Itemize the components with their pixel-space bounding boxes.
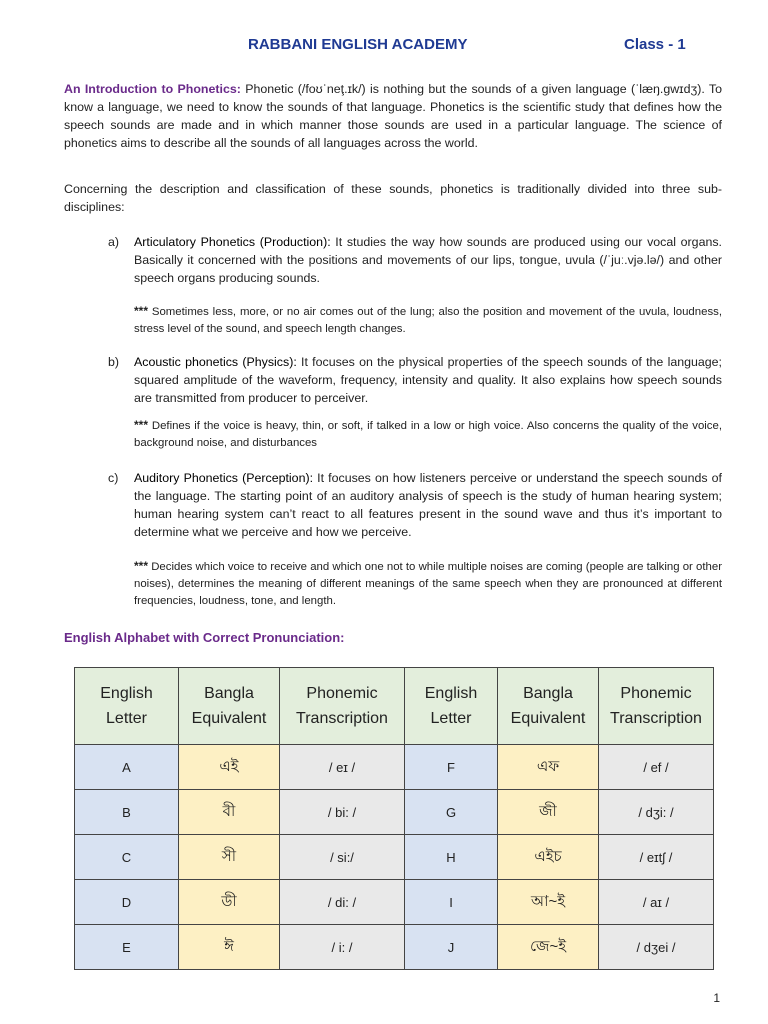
table-row xyxy=(75,925,714,970)
english-letter-cell: G xyxy=(405,790,498,835)
concerning-paragraph: Concerning the description and classification of these sounds, phonetics is traditionally divided into three sub-disciplines: xyxy=(64,182,722,214)
bangla-equivalent-cell: ঈ xyxy=(179,925,280,970)
note-auditory xyxy=(134,558,722,610)
header-bangla-equivalent: Bangla Equivalent xyxy=(179,668,280,745)
english-letter-cell: F xyxy=(405,745,498,790)
intro-title: An Introduction to Phonetics: xyxy=(64,82,241,96)
phonemic-cell: / bi: / xyxy=(280,790,405,835)
header-english-letter: English Letter xyxy=(405,668,498,745)
phonemic-cell: / di: / xyxy=(280,880,405,925)
english-letter-cell: H xyxy=(405,835,498,880)
note-articulatory xyxy=(134,303,722,338)
alphabet-table xyxy=(74,667,714,970)
bangla-equivalent-cell: এফ xyxy=(498,745,599,790)
phonemic-cell: / dʒei / xyxy=(599,925,714,970)
header-english-letter: English Letter xyxy=(75,668,179,745)
list-item-acoustic xyxy=(108,353,722,407)
intro-paragraph xyxy=(64,80,722,152)
phonemic-cell: / aɪ / xyxy=(599,880,714,925)
english-letter-cell: E xyxy=(75,925,179,970)
intro-text: Phonetic (/foʊˈneţ.ɪk/) is nothing but the sounds of a given language (ˈlæŋ.gwɪdʒ). To know a language, we need to know the sounds of that language. Phonetics is the scientific study that defines how the speech sounds are made and in which manner those sounds are used in a particular language. The science of phonetics aims to describe all the sounds of all languages across the world. xyxy=(64,82,723,150)
alphabet-section-title: English Alphabet with Correct Pronunciation: xyxy=(64,630,345,645)
bangla-equivalent-cell: সী xyxy=(179,835,280,880)
note-text: Sometimes less, more, or no air comes out of the lung; also the position and movement of the uvula, loudness, stress level of the sound, and speech length changes. xyxy=(134,306,722,335)
english-letter-cell: B xyxy=(75,790,179,835)
header-bangla-equivalent: Bangla Equivalent xyxy=(498,668,599,745)
table-row xyxy=(75,835,714,880)
phonemic-cell: / dʒi: / xyxy=(599,790,714,835)
note-text: Decides which voice to receive and which one not to while multiple noises are coming (people are talking or other noises), determines the meaning of different meanings of the same speech when they are pronounced at different frequencies, loudness, tone, and length. xyxy=(134,561,722,607)
item-marker: c) xyxy=(108,471,119,485)
bangla-equivalent-cell: জী xyxy=(498,790,599,835)
phonemic-cell: / i: / xyxy=(280,925,405,970)
page-number: 1 xyxy=(713,991,720,1005)
note-stars: *** xyxy=(134,559,149,573)
bangla-equivalent-cell: এইচ xyxy=(498,835,599,880)
bangla-equivalent-cell: জে~ই xyxy=(498,925,599,970)
english-letter-cell: D xyxy=(75,880,179,925)
list-item-auditory xyxy=(108,469,722,541)
phonemic-cell: / si:/ xyxy=(280,835,405,880)
class-label: Class - 1 xyxy=(624,36,686,53)
note-stars: *** xyxy=(134,304,149,318)
note-text: Defines if the voice is heavy, thin, or soft, if talked in a low or high voice. Also concerns the quality of the voice, background noise, and disturbances xyxy=(134,420,722,449)
list-item-articulatory xyxy=(108,233,722,287)
english-letter-cell: C xyxy=(75,835,179,880)
bangla-equivalent-cell: আ~ই xyxy=(498,880,599,925)
academy-title: RABBANI ENGLISH ACADEMY xyxy=(248,36,468,53)
item-marker: b) xyxy=(108,355,120,369)
item-label: Acoustic phonetics (Physics): xyxy=(134,355,297,369)
phonemic-cell: / eɪ / xyxy=(280,745,405,790)
phonemic-cell: / eɪtʃ / xyxy=(599,835,714,880)
table-row xyxy=(75,790,714,835)
bangla-equivalent-cell: বী xyxy=(179,790,280,835)
bangla-equivalent-cell: এই xyxy=(179,745,280,790)
table-header-row xyxy=(75,668,714,745)
note-stars: *** xyxy=(134,418,149,432)
note-acoustic xyxy=(134,417,722,452)
item-text: It focuses on the physical properties of the speech sounds of the language; squared amplitude of the waveform, frequency, intensity and quality. It also explains how speech sounds are transmitted from producer to perceiver. xyxy=(134,355,722,405)
header-phonemic-transcription: Phonemic Transcription xyxy=(599,668,714,745)
table-row xyxy=(75,745,714,790)
english-letter-cell: A xyxy=(75,745,179,790)
item-label: Articulatory Phonetics (Production): xyxy=(134,235,331,249)
english-letter-cell: J xyxy=(405,925,498,970)
english-letter-cell: I xyxy=(405,880,498,925)
item-text: It focuses on how listeners perceive or understand the speech sounds of the language. The starting point of an auditory analysis of speech is the study of human hearing system; human hearing system can’t react to all features present in the sound wave and thus it’s important to determine what we perceive and how we perceive. xyxy=(134,471,723,539)
item-text: It studies the way how sounds are produced using our vocal organs. Basically it concerned with the positions and movements of our lips, tongue, uvula (/ˈjuː.vjə.lə/) and other speech organs producing sounds. xyxy=(134,235,722,285)
bangla-equivalent-cell: ডী xyxy=(179,880,280,925)
header-phonemic-transcription: Phonemic Transcription xyxy=(280,668,405,745)
item-label: Auditory Phonetics (Perception): xyxy=(134,471,314,485)
phonemic-cell: / ef / xyxy=(599,745,714,790)
table-row xyxy=(75,880,714,925)
item-marker: a) xyxy=(108,235,120,249)
